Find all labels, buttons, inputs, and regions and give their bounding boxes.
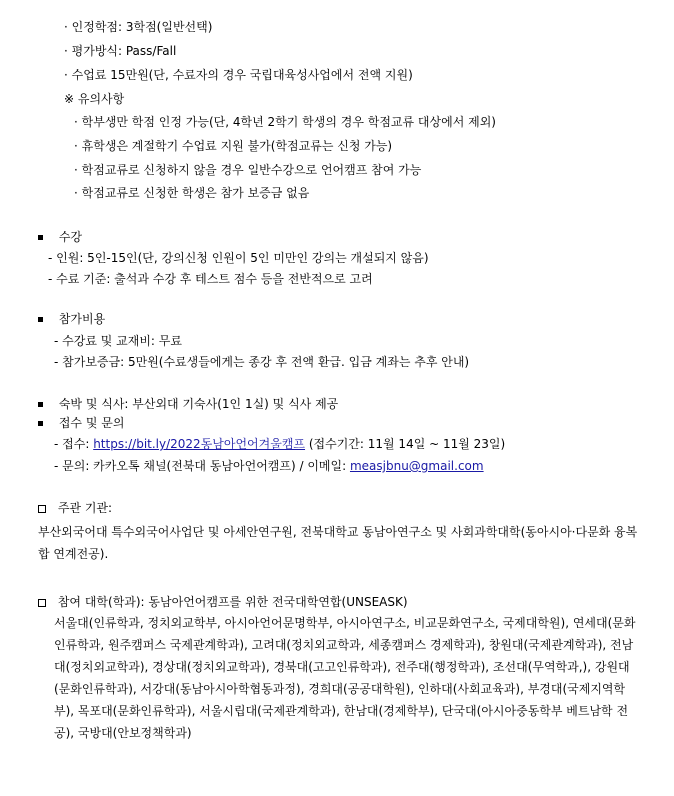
enrollment-line: - 인원: 5인-15인(단, 강의신청 인원이 5인 미만인 강의는 개설되지 않음): [48, 251, 429, 265]
enrollment-line: - 수료 기준: 출석과 수강 후 테스트 점수 등을 전반적으로 고려: [48, 272, 373, 286]
cost-line: - 참가보증금: 5만원(수료생들에게는 종강 후 전액 환급. 입금 계좌는 추후 안내): [54, 355, 470, 369]
notes-heading: ※ 유의사항: [64, 92, 125, 106]
participants-text: 서울대(인류학과, 정치외교학부, 아시아언어문명학부, 아시아연구소, 비교문화연구소, 국제대학원), 연세대(문화인류학과, 원주캠퍼스 국제관계학과), 고려대(정치외교학과, 세종캠퍼스 경제학과), 창원대(국제관계학과), 전남대(정치외교학과), 경상대(정치외교학과), 경북대(고고인류학과), 전주대(행정학과), 조선대(무역학과,), 강원대(문화인류학과), 서강대(동남아시아학협동과정), 경희대(공공대학원), 인하대(사회교육과), 부경대(국제지역학부), 목포대(문화인류학과), 서울시립대(국제관계학과), 한남대(경제학부), 단국대(아시아중동학부 베트남학 전공), 국방대(안보정책학과): [54, 616, 636, 740]
organizers-heading: 주관 기관:: [57, 501, 113, 515]
participants-heading: 참여 대학(학과): 동남아언어캠프를 위한 전국대학연합(UNSEASK): [57, 595, 408, 609]
checkbox-square-icon: [38, 599, 46, 607]
square-bullet-icon: [38, 317, 43, 322]
email-link[interactable]: measjbnu@gmail.com: [349, 459, 484, 473]
note-item: · 학점교류로 신청한 학생은 참가 보증금 없음: [74, 186, 310, 200]
square-bullet-icon: [38, 235, 43, 240]
note-item: · 휴학생은 계절학기 수업료 지원 불가(학점교류는 신청 가능): [74, 139, 393, 153]
costs-heading: 참가비용: [58, 312, 106, 326]
note-item: · 학부생만 학점 인정 가능(단, 4학년 2학기 학생의 경우 학점교류 대상에서 제외): [74, 115, 496, 129]
enrollment-heading: 수강: [58, 230, 83, 244]
square-bullet-icon: [38, 421, 43, 426]
checkbox-square-icon: [38, 505, 46, 513]
grading-line: · 평가방식: Pass/Fall: [64, 44, 177, 58]
credit-line: · 인정학점: 3학점(일반선택): [64, 20, 213, 34]
inquiry-line: - 문의: 카카오톡 채널(전북대 동남아언어캠프) / 이메일: measjbnu@gmail.com: [54, 459, 484, 473]
cost-line: - 수강료 및 교재비: 무료: [54, 334, 182, 348]
note-item: · 학점교류로 신청하지 않을 경우 일반수강으로 언어캠프 참여 가능: [74, 163, 422, 177]
lodging-line: 숙박 및 식사: 부산외대 기숙사(1인 1실) 및 식사 제공: [58, 397, 339, 411]
apply-line: - 접수: https://bit.ly/2022동남아언어겨울캠프 (접수기간: 11월 14일 ~ 11월 23일): [54, 437, 506, 451]
fee-line: · 수업료 15만원(단, 수료자의 경우 국립대육성사업에서 전액 지원): [64, 68, 413, 82]
square-bullet-icon: [38, 402, 43, 407]
organizers-text: 부산외국어대 특수외국어사업단 및 아세안연구원, 전북대학교 동남아연구소 및 사회과학대학(동아시아·다문화 융복합 연계전공).: [38, 525, 638, 561]
apply-link[interactable]: https://bit.ly/2022동남아언어겨울캠프: [93, 437, 306, 451]
contact-heading: 접수 및 문의: [58, 416, 125, 430]
